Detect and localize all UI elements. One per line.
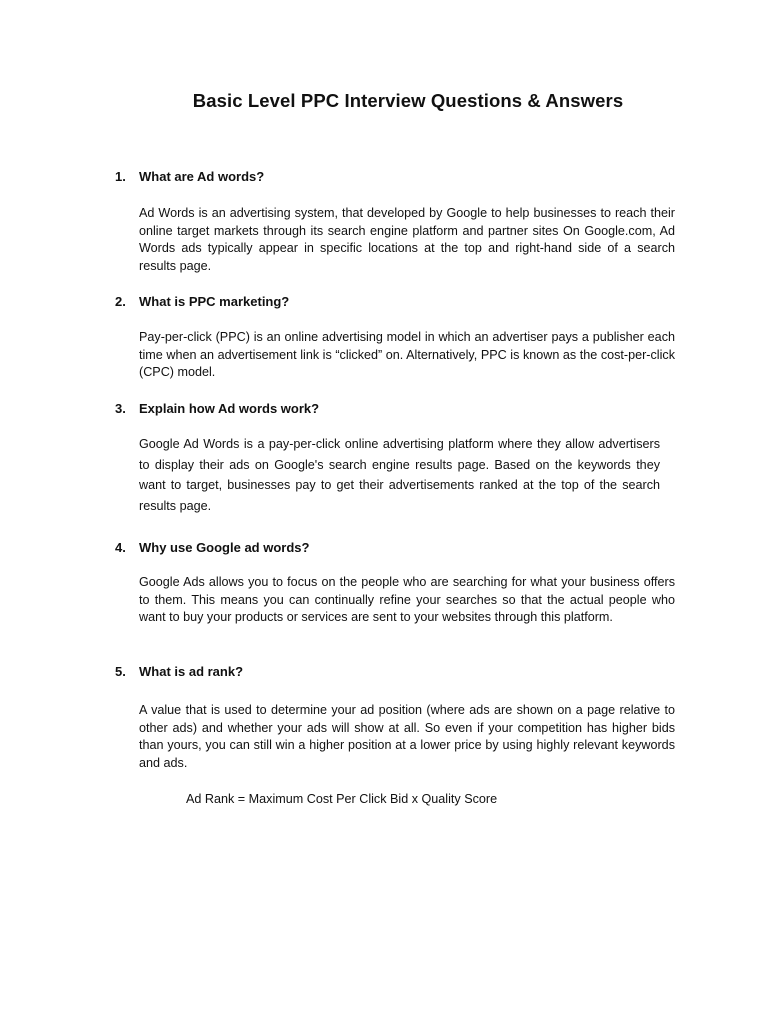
question-number: 4.: [115, 540, 126, 555]
answer-3: Google Ad Words is a pay-per-click online advertising platform where they allow advertisers to display their ads on Google's search engine results page. Based on the keywords they want to target, businesses pay to get their advertisements ranked at the top of the search results page.: [139, 437, 660, 513]
page-title: Basic Level PPC Interview Questions & Answers: [192, 90, 624, 111]
answer-1: Ad Words is an advertising system, that developed by Google to help businesses to reach their online target markets through its search engine platform and partner sites On Google.com, Ad Words ads typically appear in specific locations at the top and right-hand side of a search results page.: [139, 206, 675, 274]
question-number: 3.: [115, 401, 126, 416]
ad-rank-formula: Ad Rank = Maximum Cost Per Click Bid x Quality Score: [186, 792, 498, 806]
question-text: Explain how Ad words work?: [139, 401, 320, 416]
answer-5: A value that is used to determine your ad position (where ads are shown on a page relative to other ads) and whether your ads will show at all. So even if your competition has higher bids than yours, you can still win a higher position at a lower price by using highly relevant keywords and ads.: [139, 703, 675, 771]
question-4: [115, 539, 309, 557]
question-number: 1.: [115, 169, 126, 184]
question-text: What are Ad words?: [139, 169, 265, 184]
question-3: [115, 400, 319, 418]
question-2: [115, 293, 289, 311]
question-text: Why use Google ad words?: [139, 540, 310, 555]
question-text: What is ad rank?: [139, 664, 244, 679]
question-text: What is PPC marketing?: [139, 294, 290, 309]
answer-2: Pay-per-click (PPC) is an online advertising model in which an advertiser pays a publisher each time when an advertisement link is “clicked” on. Alternatively, PPC is known as the cost-per-click (CPC) model.: [139, 330, 675, 380]
question-5: [115, 663, 243, 681]
question-number: 2.: [115, 294, 126, 309]
question-number: 5.: [115, 664, 126, 679]
answer-4: Google Ads allows you to focus on the people who are searching for what your business offers to them. This means you can continually refine your searches so that the actual people who want to buy your products or services are sent to your websites through this platform.: [139, 575, 675, 625]
question-1: [115, 168, 264, 186]
